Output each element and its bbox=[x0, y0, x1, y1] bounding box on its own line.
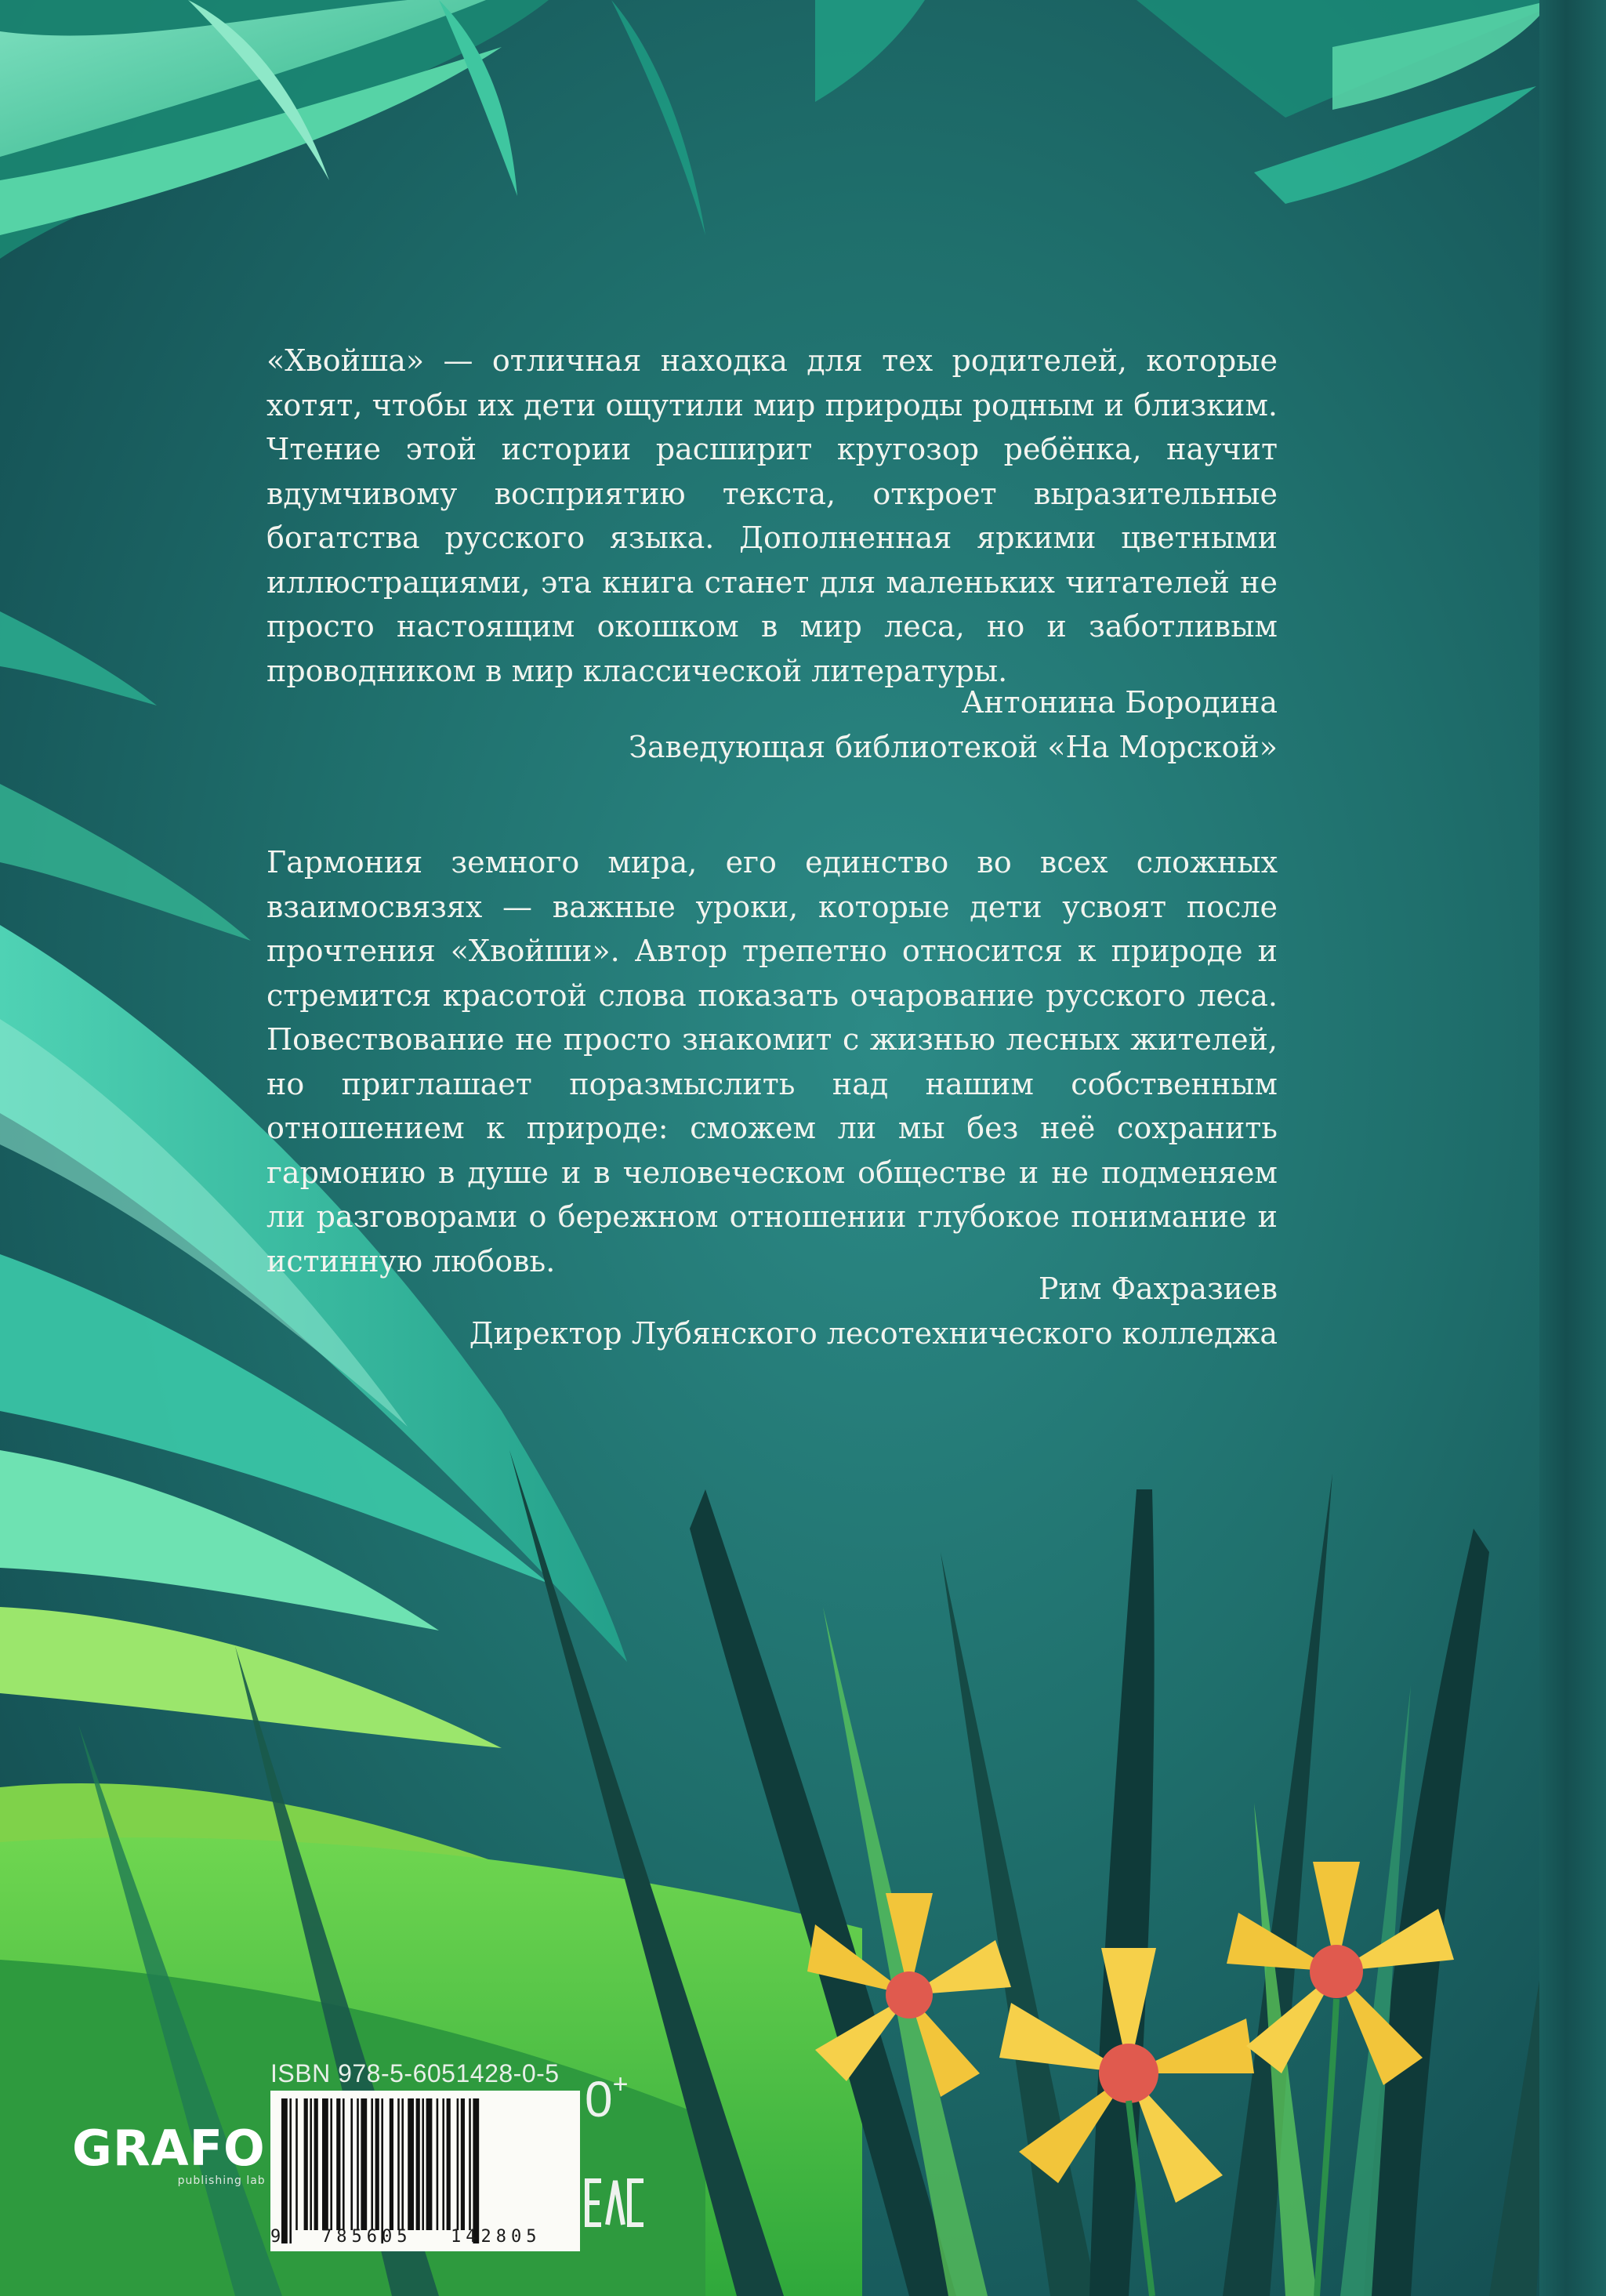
barcode-bar bbox=[310, 2098, 312, 2230]
review-1-text: «Хвойша» — отличная находка для тех родителей, которые хотят, чтобы их дети ощутили мир природы родным и близким. Чтение этой истории расширит кругозор ребёнка, научит вдумчивому восприятию текста, откроет выразительные богатства русского языка. Дополненная яркими цветными иллюстрациями, эта книга станет для маленьких читателей не просто настоящим окошком в мир леса, но и заботливым проводником в мир классической литературы. bbox=[266, 343, 1278, 688]
barcode-bar bbox=[457, 2098, 459, 2230]
barcode-bar bbox=[330, 2098, 332, 2230]
barcode-bar bbox=[397, 2098, 400, 2230]
review-1 bbox=[266, 339, 1278, 693]
barcode-bar bbox=[426, 2098, 433, 2230]
barcode-bar bbox=[416, 2098, 420, 2230]
publisher-tagline: publishing lab bbox=[177, 2174, 266, 2187]
barcode-bar bbox=[281, 2098, 288, 2243]
barcode-bar bbox=[350, 2098, 353, 2230]
review-2-position: Директор Лубянского лесотехнического колледжа bbox=[469, 1315, 1278, 1351]
barcode-bar bbox=[295, 2098, 298, 2230]
barcode-bar bbox=[422, 2098, 424, 2230]
barcode-bar bbox=[447, 2098, 451, 2230]
review-2-signature bbox=[266, 1267, 1278, 1355]
barcode-bar bbox=[473, 2098, 479, 2243]
barcode-bar bbox=[289, 2098, 292, 2243]
barcode-left-digits: 785605 bbox=[321, 2227, 412, 2247]
review-1-signature bbox=[266, 680, 1278, 769]
review-1-position: Заведующая библиотекой «На Морской» bbox=[629, 729, 1278, 764]
age-rating-number: 0 bbox=[585, 2071, 613, 2127]
barcode-bar bbox=[401, 2098, 404, 2230]
review-2-text: Гармония земного мира, его единство во всех сложных взаимосвязях — важные уроки, которые дети усвоят после прочтения «Хвойши». Автор трепетно относится к природе и стремится красотой слова показать очарование русского леса. Повествование не просто знакомит с жизнью лесных жителей, но приглашает поразмыслить над нашим собственным отношением к природе: сможем ли мы без неё сохранить гармонию в душе и в человеческом обществе и не подменяем ли разговорами о бережном отношении глубокое понимание и истинную любовь. bbox=[266, 845, 1278, 1279]
barcode-bar bbox=[408, 2098, 414, 2230]
barcode-bar bbox=[375, 2098, 379, 2230]
barcode-bar bbox=[361, 2098, 367, 2230]
top-fronds bbox=[0, 0, 1568, 259]
barcode-bar bbox=[437, 2098, 439, 2230]
barcode-first-digit: 9 bbox=[270, 2227, 281, 2247]
barcode-bar bbox=[371, 2098, 373, 2230]
age-rating bbox=[585, 2069, 628, 2128]
book-spine bbox=[1539, 0, 1606, 2296]
review-1-author: Антонина Бородина bbox=[961, 685, 1278, 720]
barcode-bar bbox=[390, 2098, 393, 2230]
isbn-text: ISBN 978-5-6051428-0-5 bbox=[270, 2059, 560, 2087]
age-rating-plus: + bbox=[612, 2069, 629, 2099]
barcode-bar bbox=[343, 2098, 345, 2230]
barcode-bar bbox=[442, 2098, 444, 2230]
eac-mark bbox=[584, 2171, 647, 2234]
barcode-bar bbox=[322, 2098, 328, 2230]
review-2-author: Рим Фахразиев bbox=[1038, 1271, 1278, 1306]
barcode-bar bbox=[469, 2098, 471, 2230]
barcode-right-digits: 142805 bbox=[451, 2227, 542, 2247]
barcode-bar bbox=[314, 2098, 318, 2230]
barcode-bar bbox=[304, 2098, 308, 2230]
publisher-name: GRAFO bbox=[72, 2120, 266, 2177]
review-2 bbox=[266, 840, 1278, 1283]
barcode-bar bbox=[461, 2098, 465, 2230]
barcode-bar bbox=[336, 2098, 340, 2230]
publisher-logo bbox=[72, 2120, 266, 2187]
barcode-bar bbox=[381, 2098, 383, 2243]
barcode-bar bbox=[357, 2098, 359, 2230]
